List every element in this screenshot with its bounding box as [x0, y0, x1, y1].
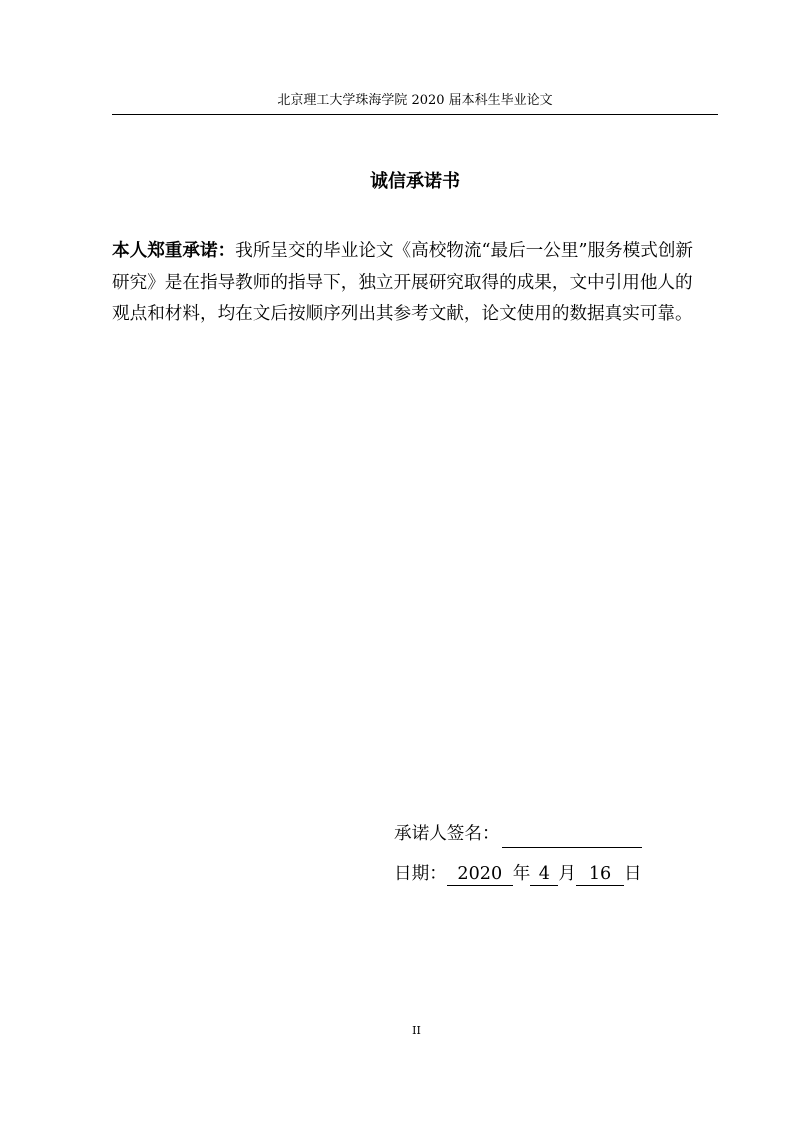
declaration-paragraph	[112, 235, 700, 331]
date-year-unit: 年	[512, 864, 531, 884]
declaration-lead: 本人郑重承诺：	[112, 240, 236, 261]
signature-block	[394, 820, 694, 888]
date-month-unit: 月	[558, 864, 577, 884]
page-number: II	[412, 1024, 421, 1037]
declaration-text: 我所呈交的毕业论文《高校物流“最后一公里”服务模式创新研究》是在指导教师的指导下，独立开展研究取得的成果，文中引用他人的观点和材料，均在文后按顺序列出其参考文献，论文使用的数据真实可靠。	[112, 241, 694, 324]
signature-row	[394, 820, 694, 848]
date-day-unit: 日	[624, 864, 642, 884]
header-divider	[112, 114, 718, 115]
signature-label: 承诺人签名：	[394, 824, 500, 844]
signature-line[interactable]	[502, 827, 642, 848]
date-year-field[interactable]: 2020	[447, 863, 513, 886]
date-month-field[interactable]: 4	[530, 863, 558, 886]
date-day-field[interactable]: 16	[576, 863, 624, 886]
date-label: 日期：	[394, 864, 447, 884]
document-title: 诚信承诺书	[370, 171, 460, 192]
page-header: 北京理工大学珠海学院 2020 届本科生毕业论文	[277, 93, 553, 108]
date-row	[394, 860, 694, 888]
